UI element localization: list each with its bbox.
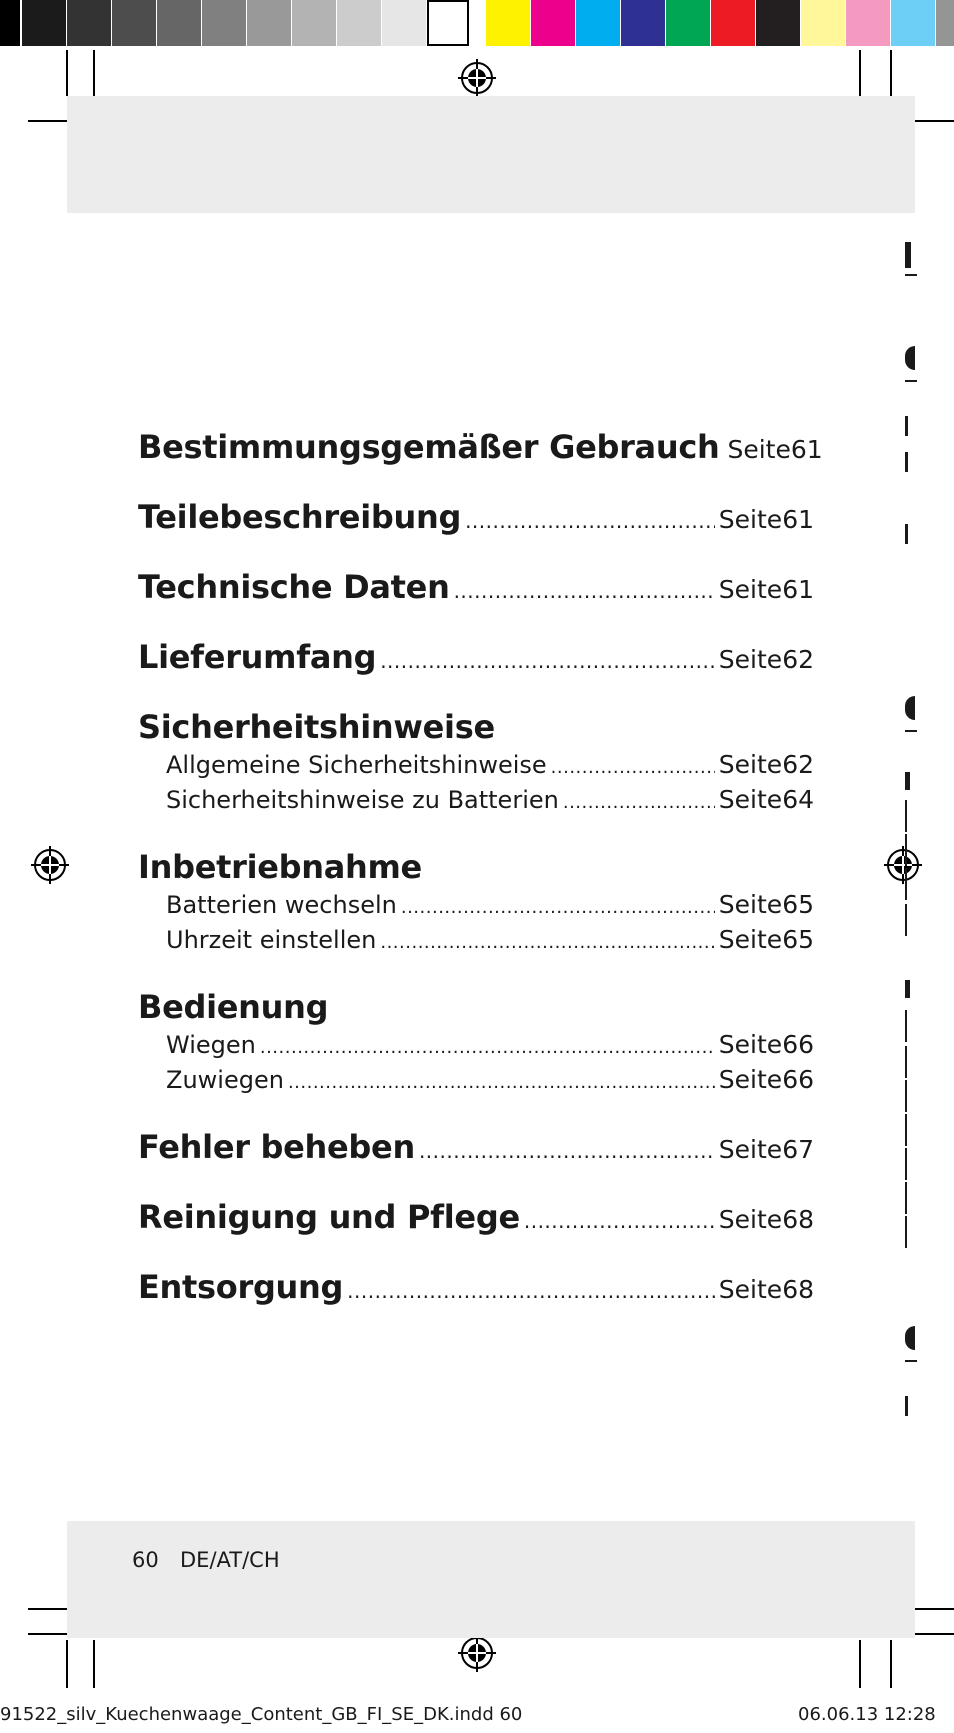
toc-seite-label: Seite <box>718 1065 783 1094</box>
fragment-mark <box>905 1114 907 1146</box>
swatch-light-yellow <box>801 0 845 46</box>
print-slug-date: 06.06.13 12:28 <box>798 1704 936 1725</box>
toc-subentry-title: Batterien wechseln <box>166 891 397 919</box>
toc-page-number: 65 <box>782 890 814 919</box>
swatch-gray-8 <box>337 0 381 46</box>
toc-section-heading[interactable] <box>138 848 814 886</box>
crop-mark <box>890 50 892 96</box>
leader-dots <box>465 509 715 533</box>
fragment-mark <box>905 1148 907 1180</box>
registration-mark-icon <box>31 846 69 884</box>
toc-seite-label: Seite <box>718 890 783 919</box>
footer-language: DE/AT/CH <box>180 1548 280 1572</box>
swatch-gray-1 <box>22 0 66 46</box>
toc-subentry-title: Zuwiegen <box>166 1066 284 1094</box>
leader-dots <box>524 1209 715 1233</box>
toc-subentry[interactable] <box>166 925 814 954</box>
fragment-mark <box>905 904 907 936</box>
fragment-mark <box>905 1216 907 1248</box>
leader-dots <box>260 1037 715 1058</box>
toc-seite-label: Seite <box>718 750 783 779</box>
toc-entry-title: Technische Daten <box>138 568 450 606</box>
fragment-mark <box>905 1080 907 1112</box>
leader-dots <box>563 792 715 813</box>
fragment-mark <box>905 452 908 472</box>
fragment-mark <box>905 868 907 900</box>
toc-seite-label: Seite <box>718 925 783 954</box>
toc-subentry[interactable] <box>166 890 814 919</box>
crop-mark <box>93 1640 95 1688</box>
toc-page-number: 61 <box>782 505 814 534</box>
toc-subentry-title: Uhrzeit einstellen <box>166 926 377 954</box>
toc-subentry[interactable] <box>166 1030 814 1059</box>
leader-dots <box>380 649 715 673</box>
crop-mark <box>890 1640 892 1688</box>
toc-seite-label: Seite <box>718 1030 783 1059</box>
toc-seite-label: Seite <box>718 1135 783 1164</box>
toc-page-number: 67 <box>782 1135 814 1164</box>
swatch-gray-4 <box>157 0 201 46</box>
toc-subentry-title: Allgemeine Sicherheitshinweise <box>166 751 547 779</box>
fragment-mark <box>905 524 908 544</box>
crop-mark <box>859 50 861 96</box>
print-slug-filename: 91522_silv_Kuechenwaage_Content_GB_FI_SE_DK.indd 60 <box>0 1704 523 1725</box>
swatch-gray-9 <box>382 0 426 46</box>
toc-seite-label: Seite <box>718 1205 783 1234</box>
fragment-mark <box>905 346 915 370</box>
toc-subentry-title: Sicherheitshinweise zu Batterien <box>166 786 559 814</box>
fragment-mark <box>905 696 915 720</box>
toc-page-number: 62 <box>782 645 814 674</box>
fragment-mark <box>905 834 907 866</box>
leader-dots <box>401 897 715 918</box>
fragment-mark <box>905 242 911 268</box>
leader-dots <box>454 579 715 603</box>
toc-subentry[interactable] <box>166 785 814 814</box>
footer-band <box>67 1521 915 1638</box>
leader-dots <box>551 757 715 778</box>
fragment-mark <box>905 980 910 998</box>
fragment-mark <box>905 274 917 276</box>
swatch-yellow <box>486 0 530 46</box>
swatch-blue <box>621 0 665 46</box>
fragment-mark <box>905 1360 917 1362</box>
fragment-mark <box>905 1010 907 1042</box>
swatch-gray-3 <box>112 0 156 46</box>
crop-mark <box>93 50 95 96</box>
toc-seite-label: Seite <box>718 1275 783 1304</box>
toc-entry[interactable] <box>138 1268 814 1306</box>
swatch-registration <box>756 0 800 46</box>
toc-page-number: 61 <box>782 575 814 604</box>
toc-entry-title: Entsorgung <box>138 1268 344 1306</box>
toc-subentry[interactable] <box>166 1065 814 1094</box>
swatch-red <box>711 0 755 46</box>
toc-section-heading[interactable] <box>138 988 814 1026</box>
toc-subentry[interactable] <box>166 750 814 779</box>
toc-entry[interactable] <box>138 1128 814 1166</box>
leader-dots <box>347 1279 715 1303</box>
fragment-mark <box>905 1046 907 1078</box>
swatch-pink <box>846 0 890 46</box>
color-calibration-bar <box>0 0 954 46</box>
header-band <box>67 96 915 213</box>
toc-section-title: Inbetriebnahme <box>138 848 422 886</box>
toc-entry[interactable] <box>138 428 823 466</box>
toc-page-number: 66 <box>782 1065 814 1094</box>
toc-page-number: 65 <box>782 925 814 954</box>
crop-mark <box>66 50 68 96</box>
swatch-magenta <box>531 0 575 46</box>
leader-dots <box>419 1139 715 1163</box>
fragment-mark <box>905 730 917 732</box>
swatch-gray-7 <box>292 0 336 46</box>
crop-mark <box>859 1640 861 1688</box>
crop-mark <box>66 1640 68 1688</box>
fragment-mark <box>905 1396 908 1416</box>
fragment-mark <box>905 416 908 436</box>
swatch-white <box>427 0 469 46</box>
toc-seite-label: Seite <box>718 645 783 674</box>
toc-seite-label: Seite <box>727 435 791 464</box>
fragment-mark <box>905 772 910 790</box>
toc-seite-label: Seite <box>718 785 783 814</box>
toc-seite-label: Seite <box>718 505 783 534</box>
toc-entry-title: Fehler beheben <box>138 1128 415 1166</box>
swatch-gray-10 <box>936 0 954 46</box>
toc-seite-label: Seite <box>718 575 783 604</box>
toc-entry[interactable] <box>138 498 814 536</box>
toc-entry[interactable] <box>138 1198 814 1236</box>
toc-subentry-title: Wiegen <box>166 1031 256 1059</box>
swatch-light-cyan <box>891 0 935 46</box>
toc-section-title: Bedienung <box>138 988 329 1026</box>
leader-dots <box>380 932 714 953</box>
toc-page-number: 68 <box>782 1275 814 1304</box>
registration-mark-icon <box>458 1634 496 1672</box>
fragment-mark <box>905 1326 915 1350</box>
registration-mark-icon <box>458 59 496 97</box>
toc-entry-title: Teilebeschreibung <box>138 498 462 536</box>
toc-entry-title: Lieferumfang <box>138 638 377 676</box>
fragment-mark <box>905 800 907 832</box>
swatch-gray-6 <box>247 0 291 46</box>
swatch-gray-5 <box>202 0 246 46</box>
toc-page-number: 62 <box>782 750 814 779</box>
swatch-green <box>666 0 710 46</box>
footer-page-number: 60 <box>132 1548 159 1572</box>
toc-entry[interactable] <box>138 638 814 676</box>
toc-section-title: Sicherheitshinweise <box>138 708 495 746</box>
toc-page-number: 66 <box>782 1030 814 1059</box>
swatch-gray-2 <box>67 0 111 46</box>
adjacent-page-fragment <box>900 220 954 1440</box>
toc-section-heading[interactable] <box>138 708 814 746</box>
toc-entry-title: Reinigung und Pflege <box>138 1198 520 1236</box>
fragment-mark <box>905 1182 907 1214</box>
swatch-black <box>0 0 20 46</box>
swatch-cyan <box>576 0 620 46</box>
leader-dots <box>288 1072 715 1093</box>
fragment-mark <box>905 380 917 382</box>
toc-page-number: 68 <box>782 1205 814 1234</box>
toc-entry[interactable] <box>138 568 814 606</box>
toc-page-number: 61 <box>790 435 823 464</box>
toc-page-number: 64 <box>782 785 814 814</box>
toc-entry-title: Bestimmungsgemäßer Gebrauch <box>138 428 720 466</box>
